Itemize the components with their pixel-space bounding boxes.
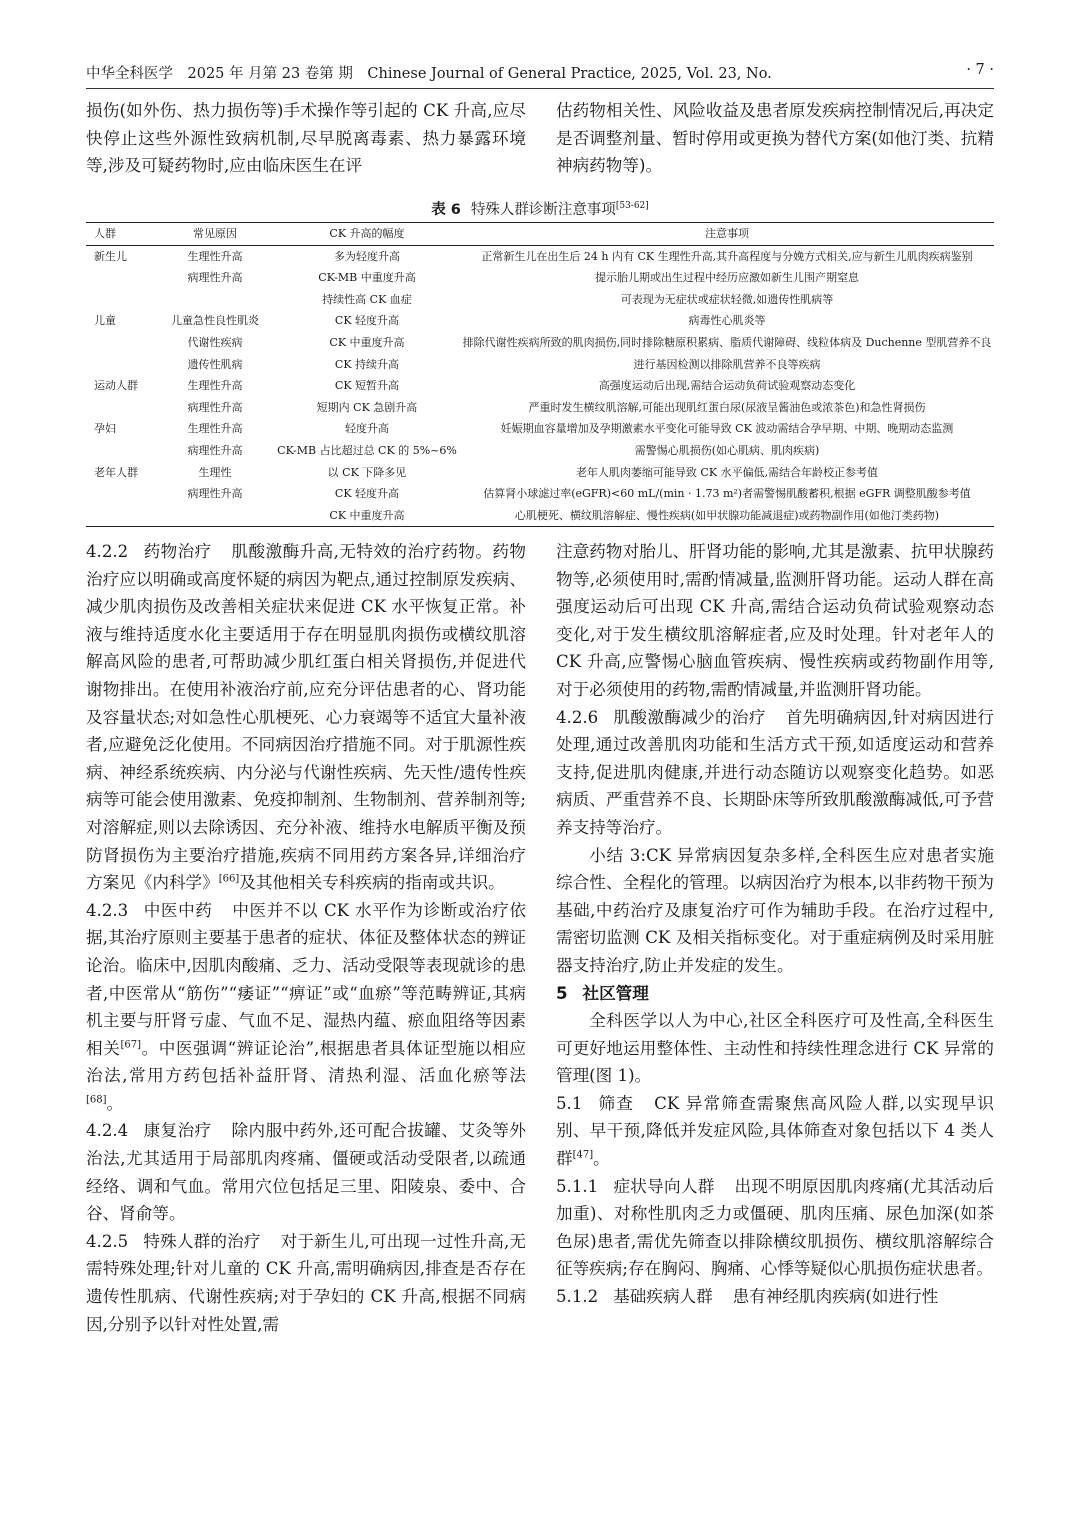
table-row (86, 505, 994, 527)
section-number: 4.2.3 (86, 900, 129, 920)
cell-magnitude: 持续性高 CK 血症 (322, 292, 412, 306)
cell-population (86, 505, 156, 527)
cell-cause: 病理性升高 (187, 400, 243, 414)
section-body: 中医并不以 CK 水平作为诊断或治疗依据,其治疗原则主要基于患者的症状、体征及整体状态的辨证论治。临床中,因肌肉酸痛、乏力、活动受限等表现就诊的患者,中医常从“筋伤”“痿证”“痹证”或“血瘀”等范畴辨证,其病机主要与肝肾亏虚、气血不足、湿热内蕴、瘀血阻络等因素相关 (86, 900, 526, 1058)
cell-population: 新生儿 (94, 249, 127, 263)
table-row (86, 397, 994, 419)
section-body: CK 异常筛查需聚焦高风险人群,以实现早识别、早干预,降低并发症风险,具体筛查对象包括以下 4 类人群 (556, 1093, 994, 1169)
section-title: 基础疾病人群 (613, 1287, 713, 1307)
section-5-heading (556, 980, 994, 1008)
cell-population (86, 354, 156, 376)
section-body: 首先明确病因,针对病因进行处理,通过改善肌肉功能和生活方式干预,如适度运动和营养支持,促进肌肉健康,并进行动态随访以观察变化趋势。如恶病质、严重营养不良、长期卧床等所致肌酸激酶减低,可予营养支持等治疗。 (556, 707, 994, 837)
section-body: 出现不明原因肌肉疼痛(尤其活动后加重)、对称性肌肉乏力或僵硬、肌肉压痛、尿色加深(如茶色尿)患者,需优先筛查以排除横纹肌损伤、横纹肌溶解综合征等疾病;存在胸闷、胸痛、心悸等疑似心肌损伤症状患者。 (556, 1176, 994, 1279)
cell-magnitude: 轻度升高 (345, 422, 389, 436)
table-row (86, 332, 994, 354)
cell-population: 运动人群 (94, 379, 138, 393)
section-4-2-6 (556, 704, 994, 842)
citation: [67] (120, 1039, 141, 1051)
cell-magnitude: CK 轻度升高 (334, 314, 400, 328)
section-4-2-4 (86, 1117, 526, 1227)
cell-notes: 可表现为无症状或症状轻微,如遗传性肌病等 (620, 292, 834, 306)
column-header-cause: 常见原因 (193, 227, 237, 240)
cell-cause: 病理性升高 (187, 443, 243, 457)
cell-notes: 老年人肌肉萎缩可能导致 CK 水平偏低,需结合年龄校正参考值 (575, 465, 879, 479)
cell-cause: 病理性升高 (187, 271, 243, 285)
section-title: 肌酸激酶减少的治疗 (613, 707, 766, 727)
column-bottom-right (556, 538, 994, 1311)
table-row (86, 245, 994, 267)
section-number: 4.2.5 (86, 1231, 129, 1251)
table-body (86, 245, 994, 527)
section-5-1-2 (556, 1283, 994, 1311)
cell-magnitude: CK 轻度升高 (334, 487, 400, 501)
section-title: 症状导向人群 (613, 1176, 715, 1196)
section-number: 5 (556, 983, 568, 1003)
section-number: 4.2.2 (86, 542, 129, 561)
cell-magnitude: CK 中重度升高 (329, 335, 405, 349)
table-row (86, 354, 994, 376)
table-label: 表 6 (431, 202, 461, 218)
table-caption (86, 198, 994, 219)
cell-notes: 进行基因检测以排除肌营养不良等疾病 (633, 357, 821, 371)
cell-cause: 代谢性疾病 (187, 335, 243, 349)
cell-cause: 病理性升高 (187, 487, 243, 501)
cell-population (86, 289, 156, 311)
cell-notes: 妊娠期血容量增加及孕期激素水平变化可能导致 CK 波动需结合孕早期、中期、晚期动态监测 (500, 422, 954, 436)
cell-magnitude: 以 CK 下降多见 (327, 465, 407, 479)
section-body: 肌酸激酶升高,无特效的治疗药物。药物治疗应以明确或高度怀疑的病因为靶点,通过控制原发疾病、减少肌肉损伤及改善相关症状来促进 CK 水平恢复正常。补液与维持适度水化主要适用于存在明显肌肉损伤或横纹肌溶解高风险的患者,可帮助减少肌红蛋白相关肾损伤,并促进代谢物排出。在使用补液治疗前,应充分评估患者的心、肾功能及容量状态;对如急性心肌梗死、心力衰竭等不适宜大量补液者,应避免泛化使用。不同病因治疗措施不同。对于肌源性疾病、神经系统疾病、内分泌与代谢性疾病、先天性/遗传性疾病等可能会使用激素、免疫抑制剂、生物制剂、营养制剂等;对溶解症,则以去除诱因、充分补液、维持水电解质平衡及预防肾损伤为主要治疗措施,疾病不同用药方案各异,详细治疗方案见《内科学》 (86, 542, 527, 893)
citation: [68] (86, 1094, 107, 1106)
section-title: 筛查 (597, 1093, 635, 1113)
table-row (86, 418, 994, 440)
section-5-intro: 全科医学以人为中心,社区全科医疗可及性高,全科医生可更好地运用整体性、主动性和持续性理念进行 CK 异常的管理(图 1)。 (556, 1011, 994, 1086)
table-row (86, 289, 994, 311)
table-row (86, 310, 994, 332)
section-5-1-1 (556, 1173, 994, 1283)
section-4-2-3 (86, 897, 526, 1118)
cell-population (86, 440, 156, 462)
cell-cause: 儿童急性良性肌炎 (171, 314, 259, 328)
header-rule (86, 88, 994, 89)
page-number: · 7 · (966, 62, 994, 78)
cell-notes: 提示胎儿期或出生过程中经历应激如新生儿围产期窒息 (595, 271, 859, 285)
running-header (86, 62, 994, 86)
cell-magnitude: CK 短暂升高 (334, 379, 400, 393)
section-title: 特殊人群的治疗 (143, 1231, 261, 1251)
cell-cause (156, 505, 274, 527)
cell-cause (156, 289, 274, 311)
section-body: 对于新生儿,可出现一过性升高,无需特殊处理;针对儿童的 CK 升高,需明确病因,排查是否存在遗传性肌病、代谢性疾病;对于孕妇的 CK 升高,根据不同病因,分别予以针对性处置,需 (86, 1231, 526, 1334)
cell-magnitude: 多为轻度升高 (334, 249, 400, 263)
journal-citation: 中华全科医学 2025 年 月第 23 卷第 期 Chinese Journal of General Practice, 2025, Vol. 23, No. (86, 66, 772, 82)
table-title: 特殊人群诊断注意事项 (470, 202, 616, 218)
table-row (86, 483, 994, 505)
section-body-tail: 。 (106, 1093, 124, 1113)
column-header-population: 人群 (94, 227, 116, 240)
cell-population (86, 483, 156, 505)
section-number: 5.1.1 (556, 1176, 599, 1196)
section-title: 药物治疗 (143, 542, 212, 561)
cell-cause: 生理性升高 (187, 422, 243, 436)
cell-magnitude: 短期内 CK 急剧升高 (316, 400, 418, 414)
section-body-tail: 及其他相关专科疾病的指南或共识。 (239, 873, 505, 893)
special-population-table (86, 222, 994, 527)
table-row (86, 440, 994, 462)
cell-magnitude: CK 持续升高 (334, 357, 400, 371)
section-body: 除内服中药外,还可配合拔罐、艾灸等外治法,尤其适用于局部肌肉疼痛、僵硬或活动受限者,以疏通经络、调和气血。常用穴位包括足三里、阳陵泉、委中、合谷、肾俞等。 (86, 1121, 527, 1224)
section-body-mid: 。中医强调“辨证论治”,根据患者具体证型施以相应治法,常用方药包括补益肝肾、清热利湿、活血化瘀等法 (86, 1038, 526, 1086)
citation: [47] (572, 1149, 594, 1161)
cell-magnitude: CK-MB 占比超过总 CK 的 5%~6% (277, 443, 457, 457)
table-row (86, 375, 994, 397)
cell-notes: 病毒性心肌炎等 (688, 314, 766, 328)
cell-population: 儿童 (94, 314, 116, 328)
section-5-1 (556, 1090, 994, 1173)
paragraph: 估药物相关性、风险收益及患者原发疾病控制情况后,再决定是否调整剂量、暂时停用或更换为替代方案(如他汀类、抗精神病药物等)。 (556, 101, 994, 176)
cell-population: 孕妇 (94, 422, 116, 436)
citation: [66] (218, 873, 240, 885)
cell-population (86, 332, 156, 354)
table-row (86, 462, 994, 484)
cell-notes: 估算肾小球滤过率(eGFR)<60 mL/(min · 1.73 m²)者需警惕肌酸蓄积,根据 eGFR 调整肌酸参考值 (483, 487, 971, 501)
section-number: 5.1 (556, 1093, 583, 1113)
column-top-right (556, 97, 994, 180)
cell-magnitude: CK 中重度升高 (329, 508, 405, 522)
summary-3: 小结 3:CK 异常病因复杂多样,全科医生应对患者实施综合性、全程化的管理。以病因治疗为根本,以非药物干预为基础,中药治疗及康复治疗可作为辅助手段。在治疗过程中,需密切监测 CK 及相关指标变化。对于重症病例及时采用脏器支持治疗,防止并发症的发生。 (556, 845, 994, 975)
cell-notes: 排除代谢性疾病所致的肌肉损伤,同时排除糖原积累病、脂质代谢障碍、线粒体病及 Duchenne 型肌营养不良 (462, 335, 992, 349)
cell-cause: 遗传性肌病 (187, 357, 243, 371)
paragraph: 损伤(如外伤、热力损伤等)手术操作等引起的 CK 升高,应尽快停止这些外源性致病机制,尽早脱离毒素、热力暴露环境等,涉及可疑药物时,应由临床医生在评 (86, 101, 526, 176)
column-top-left (86, 97, 526, 180)
section-number: 4.2.4 (86, 1121, 129, 1141)
section-4-2-2 (86, 538, 526, 897)
section-title: 中医中药 (143, 900, 213, 920)
table-row (86, 267, 994, 289)
cell-notes: 心肌梗死、横纹肌溶解症、慢性疾病(如甲状腺功能减退症)或药物副作用(如他汀类药物) (514, 508, 940, 522)
cell-population (86, 267, 156, 289)
column-header-notes: 注意事项 (705, 227, 749, 240)
section-title: 康复治疗 (143, 1121, 212, 1141)
column-bottom-left (86, 538, 526, 1338)
cell-cause: 生理性 (198, 465, 232, 479)
section-4-2-5 (86, 1228, 526, 1338)
cell-population (86, 397, 156, 419)
cell-notes: 需警惕心肌损伤(如心肌病、肌肉疾病) (634, 443, 820, 457)
cell-magnitude: CK-MB 中重度升高 (318, 271, 416, 285)
cell-population: 老年人群 (94, 465, 138, 479)
cell-notes: 高强度运动后出现,需结合运动负荷试验观察动态变化 (598, 379, 856, 393)
section-4-2-5-continued: 注意药物对胎儿、肝肾功能的影响,尤其是激素、抗甲状腺药物等,必须使用时,需酌情减量,监测肝肾功能。运动人群在高强度运动后可出现 CK 升高,需结合运动负荷试验观察动态变化,对于发生横纹肌溶解症者,应及时处理。针对老年人的 CK 升高,应警惕心脑血管疾病、慢性疾病或药物副作用等,对于必须使用的药物,需酌情减量,并监测肝肾功能。 (556, 542, 994, 699)
cell-notes: 严重时发生横纹肌溶解,可能出现肌红蛋白尿(尿液呈酱油色或浓茶色)和急性肾损伤 (528, 400, 926, 414)
section-body: 患有神经肌肉疾病(如进行性 (732, 1287, 939, 1307)
cell-notes: 正常新生儿在出生后 24 h 内有 CK 生理性升高,其升高程度与分娩方式相关,应与新生儿肌肉疾病鉴别 (481, 249, 973, 263)
citation: [53-62] (615, 201, 649, 212)
section-body-tail: 。 (593, 1149, 610, 1169)
section-number: 5.1.2 (556, 1287, 599, 1307)
table-header-row (86, 223, 994, 246)
section-number: 4.2.6 (556, 707, 599, 727)
section-title: 社区管理 (582, 983, 649, 1003)
cell-cause: 生理性升高 (187, 249, 243, 263)
column-header-magnitude: CK 升高的幅度 (329, 227, 405, 240)
cell-cause: 生理性升高 (187, 379, 243, 393)
